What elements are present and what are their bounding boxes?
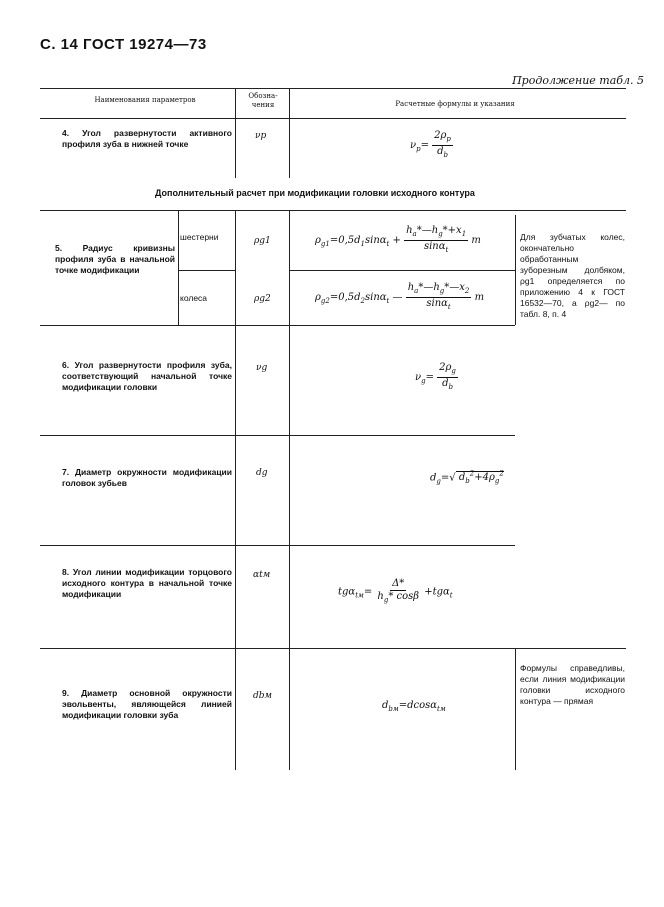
row7-rule (40, 545, 515, 546)
row9-name: 9. Диаметр основной окружности эвольвенты, являющейся линией модификации головки зуба (62, 688, 232, 720)
section-title: Дополнительный расчет при модификации головки исходного контура (155, 188, 475, 198)
row6-formula: $\nu_g=$ $\frac{2\rho_g}{d_b}$ (415, 362, 456, 391)
page-header: С. 14 ГОСТ 19274—73 (40, 36, 207, 53)
row6-rule (40, 435, 515, 436)
row7-symbol: dg (256, 468, 268, 478)
row5-formula1: $\rho_{g1}=0,5d_1\sin\alpha_t$ + $\frac{h_a*—h_g*+x_1}{\sin\alpha_t}$ m (315, 225, 481, 254)
col-divider-1 (235, 210, 236, 770)
header-name: Наименования параметров (94, 96, 196, 104)
row5-name: 5. Радиус кривизны профиля зуба в начальной точке модификации (55, 243, 175, 275)
header-formula: Расчетные формулы и указания (395, 100, 515, 108)
row8-formula: tgα$_{tм}$= $\frac{\Delta*}{h_g* \cos\beta}$ +tgα$_t$ (338, 578, 453, 604)
row7-formula: $d_g=√$ $d_b^2+4\rho_g^2$ (430, 470, 504, 486)
rows89-note: Формулы справедливы, если линия модификации головки исходного контура — прямая (520, 663, 625, 706)
formula-subrow-rule (289, 270, 515, 271)
row4-symbol: νp (255, 131, 267, 141)
table-continuation-label: Продолжение табл. 5 (512, 74, 644, 87)
row5-sub2: колеса (180, 293, 208, 303)
row5-sub1: шестерни (180, 232, 219, 242)
row5-sym2: ρg2 (254, 294, 271, 304)
notes-divider-r5 (515, 215, 516, 325)
row6-name: 6. Угол развернутости профиля зуба, соответствующий начальной точке модификации головки (62, 360, 232, 392)
row8-symbol: αtм (253, 570, 271, 580)
row8-name: 8. Угол линии модификации торцового исходного контура в начальной точке модификации (62, 567, 232, 599)
row5-sym1: ρg1 (254, 236, 271, 246)
table-top-rule (40, 88, 626, 89)
header-symbol (238, 92, 288, 110)
row5-note: Для зубчатых колес, окончательно обработанным зуборезным долбяком, ρg1 определяется по приложению 4 к ГОСТ 16532—70, а ρg2— по табл. 8, п. 4 (520, 232, 625, 319)
row7-name: 7. Диаметр окружности модификации головок зубьев (62, 467, 232, 488)
section-rule (40, 210, 626, 211)
row5-rule (40, 325, 515, 326)
row6-symbol: νg (256, 363, 268, 373)
row4-name: 4. Угол развернутости активного профиля зуба в нижней точке (62, 128, 232, 149)
row9-symbol: dbм (253, 691, 272, 701)
table-header-rule (40, 118, 626, 119)
col-divider-2 (289, 210, 290, 770)
subrow-rule (178, 270, 235, 271)
notes-divider-r9 (515, 648, 516, 770)
header-symbol-line1: Обозна- (248, 92, 278, 100)
row8-rule (40, 648, 626, 649)
col-divider-1-top (235, 88, 236, 178)
subrow-divider (178, 210, 179, 325)
header-symbol-line2: чения (251, 101, 275, 109)
row9-formula: $d_{bм}=dcos\alpha_{tм}$ (382, 700, 446, 713)
row5-formula2: $\rho_{g2}=0,5d_2\sin\alpha_t$ — $\frac{h_a*—h_g*—x_2}{\sin\alpha_t}$ m (315, 282, 485, 311)
row4-formula: $\nu_p=$ $\frac{2\rho_p}{d_b}$ (410, 130, 451, 159)
